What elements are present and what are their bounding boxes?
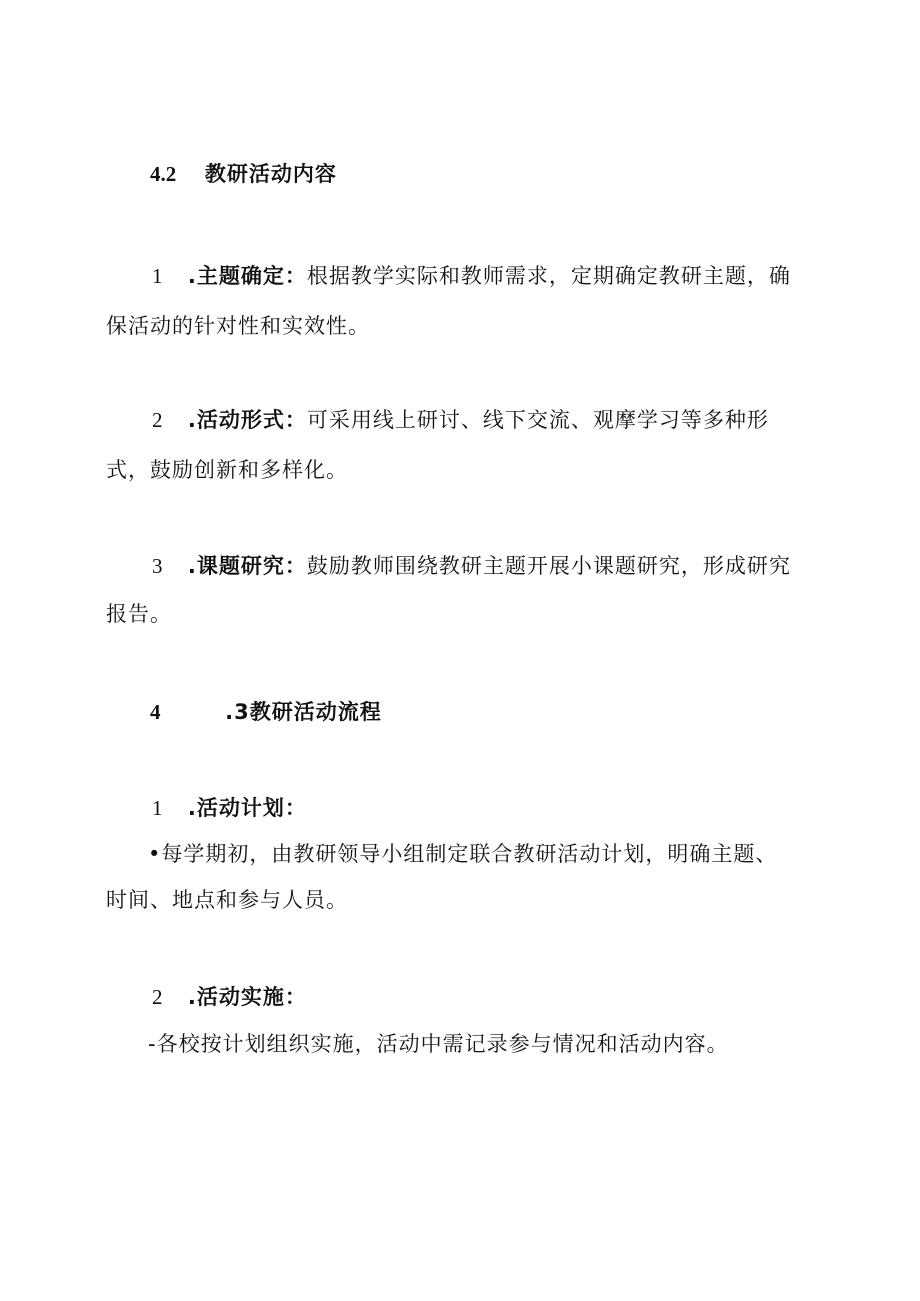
item-label: .主题确定： (187, 264, 307, 288)
section-title: 教研活动内容 (204, 162, 337, 186)
item-number: 2 (152, 408, 163, 432)
flow-item-1-detail-line2 (106, 884, 348, 916)
list-item-3-line1 (152, 550, 791, 582)
flow-item-1-heading (152, 792, 307, 824)
flow-item-2-heading (152, 981, 307, 1013)
item-detail-continued: 时间、地点和参与人员。 (106, 888, 348, 912)
section-heading-4-3 (150, 696, 382, 728)
item-label: .活动形式： (187, 408, 307, 432)
item-number: 1 (152, 264, 163, 288)
item-number: 2 (152, 985, 163, 1009)
section-title: .3教研活动流程 (225, 700, 382, 724)
list-item-1-line1 (152, 260, 791, 292)
item-text: 可采用线上研讨、线下交流、观摩学习等多种形 (306, 408, 769, 432)
flow-item-1-detail-line1 (148, 838, 777, 870)
item-label: .课题研究： (187, 554, 307, 578)
item-label: .活动计划： (187, 796, 307, 820)
list-item-1-line2 (106, 310, 370, 342)
item-text-continued: 报告。 (106, 602, 172, 626)
item-text-continued: 保活动的针对性和实效性。 (106, 314, 370, 338)
item-text: 根据教学实际和教师需求，定期确定教研主题，确 (306, 264, 791, 288)
flow-item-2-detail-line1 (148, 1028, 729, 1060)
list-item-2-line2 (106, 454, 348, 486)
section-heading-4-2 (150, 158, 337, 190)
section-number: 4.2 (150, 162, 177, 186)
item-text-continued: 式，鼓励创新和多样化。 (106, 458, 348, 482)
section-number: 4 (150, 700, 161, 724)
item-detail: •每学期初，由教研领导小组制定联合教研活动计划，明确主题、 (148, 842, 778, 866)
item-text: 鼓励教师围绕教研主题开展小课题研究，形成研究 (306, 554, 791, 578)
item-label: .活动实施： (187, 985, 307, 1009)
item-number: 1 (152, 796, 163, 820)
item-detail: -各校按计划组织实施，活动中需记录参与情况和活动内容。 (148, 1032, 729, 1056)
item-number: 3 (152, 554, 163, 578)
list-item-3-line2 (106, 598, 172, 630)
list-item-2-line1 (152, 404, 769, 436)
